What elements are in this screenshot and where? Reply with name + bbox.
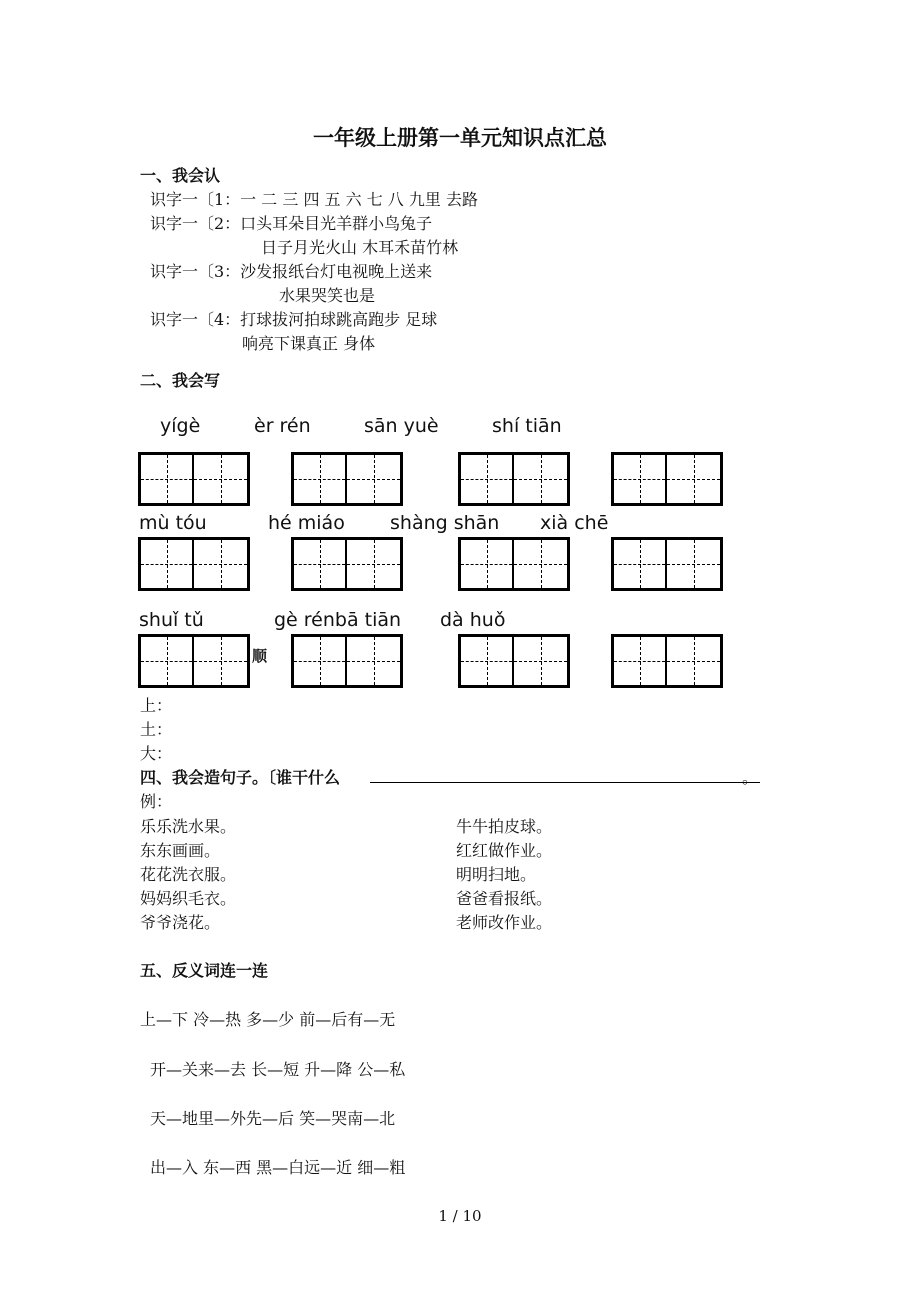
s1-line-2: 识字一〔2：口头耳朵目光羊群小鸟兔子: [150, 214, 433, 233]
sentence-right-4: 爸爸看报纸。: [456, 889, 553, 908]
s1-line-6: 识字一〔4：打球拔河拍球跳高跑步 足球: [150, 310, 438, 329]
pinyin-r2-3: shàng shān: [390, 512, 500, 534]
s3-item-1: 上：: [140, 696, 173, 715]
pinyin-r3-3: dà huǒ: [440, 609, 506, 631]
s3-item-2: 土：: [140, 720, 173, 739]
pinyin-r2-1: mù tóu: [139, 512, 207, 534]
section1-heading: 一、我会认: [140, 166, 221, 185]
writing-grid[interactable]: [458, 537, 570, 591]
writing-grid[interactable]: [138, 452, 250, 506]
antonym-line-1: 上—下 冷—热 多—少 前—后有—无: [140, 1010, 396, 1029]
sentence-left-1: 乐乐洗水果。: [140, 817, 237, 836]
sentence-left-3: 花花洗衣服。: [140, 865, 237, 884]
pinyin-r3-1: shuǐ tǔ: [139, 609, 204, 631]
example-label: 例：: [140, 792, 173, 811]
sentence-right-5: 老师改作业。: [456, 913, 553, 932]
antonym-line-2: 开—关来—去 长—短 升—降 公—私: [150, 1060, 406, 1079]
pinyin-r2-2: hé miáo: [268, 512, 345, 534]
s1-line-5: 水果哭笑也是: [279, 286, 376, 305]
writing-grid[interactable]: [458, 634, 570, 688]
sentence-right-2: 红红做作业。: [456, 841, 553, 860]
section5-heading: 五、反义词连一连: [140, 961, 269, 980]
answer-line-period: 。: [742, 768, 759, 787]
writing-grid[interactable]: [611, 634, 723, 688]
writing-grid[interactable]: [291, 537, 403, 591]
writing-grid[interactable]: [138, 537, 250, 591]
pinyin-r1-1: yígè: [160, 415, 201, 437]
antonym-line-4: 出—入 东—西 黑—白远—近 细—粗: [150, 1158, 406, 1177]
sentence-left-5: 爷爷浇花。: [140, 913, 221, 932]
s3-item-3: 大：: [140, 744, 173, 763]
pinyin-r1-3: sān yuè: [364, 415, 439, 437]
stray-character: 顺: [252, 647, 268, 665]
s1-line-1: 识字一〔1：一 二 三 四 五 六 七 八 九里 去路: [150, 190, 478, 209]
writing-grid[interactable]: [291, 634, 403, 688]
writing-grid[interactable]: [458, 452, 570, 506]
pinyin-r1-4: shí tiān: [492, 415, 562, 437]
pinyin-r2-4: xià chē: [540, 512, 609, 534]
page-title: 一年级上册第一单元知识点汇总: [313, 126, 607, 150]
s1-line-4: 识字一〔3：沙发报纸台灯电视晚上送来: [150, 262, 433, 281]
sentence-left-4: 妈妈织毛衣。: [140, 889, 237, 908]
page-number: 1 / 10: [438, 1207, 482, 1225]
pinyin-r3-2: gè rénbā tiān: [274, 609, 402, 631]
pinyin-r1-2: èr rén: [254, 415, 311, 437]
sentence-left-2: 东东画画。: [140, 841, 221, 860]
s1-line-3: 日子月光火山 木耳禾苗竹林: [261, 238, 459, 257]
writing-grid[interactable]: [138, 634, 250, 688]
antonym-line-3: 天—地里—外先—后 笑—哭南—北: [150, 1109, 396, 1128]
section2-heading: 二、我会写: [140, 371, 221, 390]
section4-heading: 四、我会造句子。〔谁干什么: [140, 768, 341, 787]
s1-line-7: 响亮下课真正 身体: [242, 334, 376, 353]
answer-line[interactable]: [370, 782, 760, 783]
sentence-right-3: 明明扫地。: [456, 865, 537, 884]
sentence-right-1: 牛牛拍皮球。: [456, 817, 553, 836]
writing-grid[interactable]: [291, 452, 403, 506]
writing-grid[interactable]: [611, 537, 723, 591]
writing-grid[interactable]: [611, 452, 723, 506]
